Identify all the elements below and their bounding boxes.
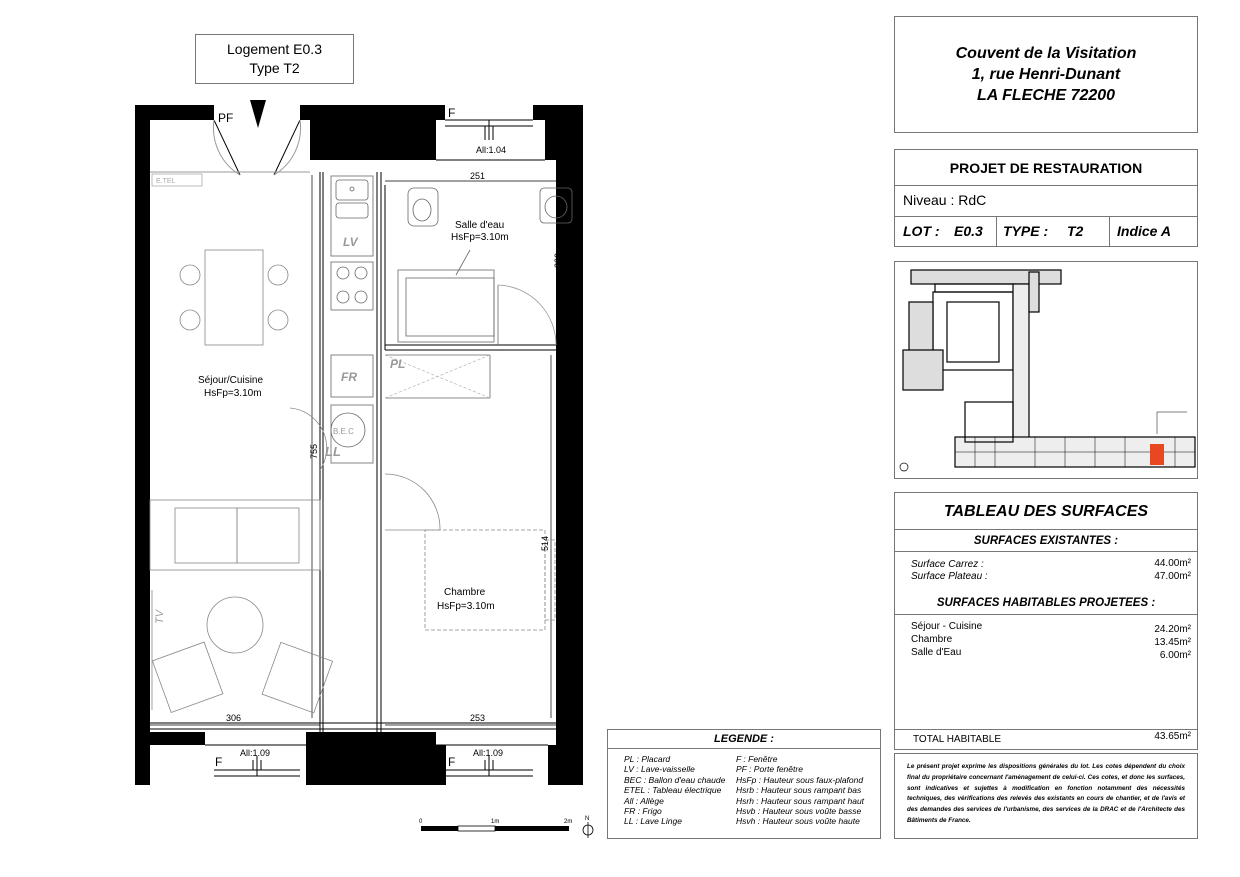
existantes-label-0: Surface Carrez : xyxy=(911,559,984,570)
sejour-height: HsFp=3.10m xyxy=(204,388,262,399)
address-line2: 1, rue Henri-Dunant xyxy=(971,66,1121,83)
entry-arrow-icon xyxy=(250,100,266,128)
ll-label: LL xyxy=(325,444,341,459)
address-box xyxy=(894,16,1198,133)
scale-one: 1m xyxy=(491,819,500,825)
dim-306: 306 xyxy=(226,713,242,723)
lv-label: LV xyxy=(343,235,358,249)
habitables-label-1: Chambre xyxy=(911,634,953,645)
chambre-name: Chambre xyxy=(444,587,486,598)
chambre-height: HsFp=3.10m xyxy=(437,601,495,612)
scale-bar xyxy=(419,816,593,838)
project-niveau: Niveau : RdC xyxy=(903,192,987,208)
project-indice: Indice A xyxy=(1117,223,1171,239)
salle-eau-height: HsFp=3.10m xyxy=(451,232,509,243)
dim-514: 514 xyxy=(540,535,550,551)
surfaces-title: TABLEAU DES SURFACES xyxy=(943,503,1149,520)
legend-title: LEGENDE : xyxy=(714,733,774,745)
legend-item: Hsvb : Hauteur sous voûte basse xyxy=(736,806,862,817)
scale-two: 2m xyxy=(564,819,573,825)
window-label-f-bottom-left: F xyxy=(215,755,223,769)
legend-item: PL : Placard xyxy=(624,754,671,764)
allege-bottom-right: All:1.09 xyxy=(473,748,504,758)
legend-item: Hsrh : Hauteur sous rampant haut xyxy=(736,795,865,806)
bec-label: B.E.C xyxy=(333,427,354,436)
habitables-label-0: Séjour - Cuisine xyxy=(911,621,983,632)
lot-label-line1: Logement E0.3 xyxy=(227,41,322,57)
tv-label: TV xyxy=(154,609,166,624)
legend-item: LL : Lave Linge xyxy=(624,816,682,827)
outer-walls xyxy=(135,105,583,785)
habitables-label-2: Salle d'Eau xyxy=(911,647,962,658)
habitables-value-1: 13.45m² xyxy=(1154,637,1191,648)
project-box xyxy=(894,149,1198,247)
north-label: N xyxy=(585,816,590,822)
window-label-f-bottom-right: F xyxy=(448,755,456,769)
french-door xyxy=(150,120,310,175)
legend-item: LV : Lave-vaisselle xyxy=(624,764,695,775)
dim-251: 251 xyxy=(470,171,486,181)
dim-253: 253 xyxy=(470,713,486,723)
legend-item: All : Allège xyxy=(624,795,664,806)
lot-highlight xyxy=(1150,444,1164,465)
disclaimer-box xyxy=(894,753,1198,839)
existantes-value-1: 47.00m² xyxy=(1154,571,1191,582)
dim-230: 230 xyxy=(553,252,563,268)
legend-item: Hsvh : Hauteur sous voûte haute xyxy=(736,816,860,827)
window-label-f-top: F xyxy=(448,106,456,120)
site-plan-drawing xyxy=(895,262,1197,478)
address-line3: LA FLECHE 72200 xyxy=(976,87,1116,104)
existantes-title: SURFACES EXISTANTES : xyxy=(973,535,1119,547)
legend-item: ETEL : Tableau électrique xyxy=(624,785,722,796)
kitchen-units xyxy=(331,176,373,463)
allege-bottom-left: All:1.09 xyxy=(240,748,271,758)
lot-label-line2: Type T2 xyxy=(249,60,300,76)
legend-item: Hsrb : Hauteur sous rampant bas xyxy=(736,785,862,796)
existantes-value-0: 44.00m² xyxy=(1154,558,1191,569)
habitables-title: SURFACES HABITABLES PROJETEES : xyxy=(936,597,1156,609)
legend-item: PF : Porte fenêtre xyxy=(736,764,803,775)
legend-left-column xyxy=(624,754,725,827)
etel-label: E.TEL xyxy=(156,178,176,185)
sejour-name: Séjour/Cuisine xyxy=(198,375,264,386)
allege-top: All:1.04 xyxy=(476,145,507,155)
project-lot-label: LOT : xyxy=(903,223,940,239)
existantes-label-1: Surface Plateau : xyxy=(911,571,988,582)
fr-label: FR xyxy=(341,370,357,384)
legend-right-column xyxy=(736,754,864,827)
lot-label-box xyxy=(195,34,354,84)
legend-box xyxy=(607,729,881,839)
project-type-label: TYPE : xyxy=(1003,223,1049,239)
dim-755: 755 xyxy=(309,443,319,459)
legend-item: HsFp : Hauteur sous faux-plafond xyxy=(736,774,864,785)
project-type-value: T2 xyxy=(1067,223,1084,239)
living-furniture xyxy=(150,500,333,713)
project-lot-value: E0.3 xyxy=(954,223,983,239)
habitables-value-0: 24.20m² xyxy=(1154,624,1191,635)
site-compass-icon xyxy=(900,463,908,471)
address-line1: Couvent de la Visitation xyxy=(955,45,1137,62)
bedroom-furniture xyxy=(290,408,555,630)
legend-item: F : Fenêtre xyxy=(736,754,778,764)
project-title: PROJET DE RESTAURATION xyxy=(949,160,1143,176)
door-label-pf: PF xyxy=(218,111,234,125)
legend-item: FR : Frigo xyxy=(624,806,662,817)
surfaces-table xyxy=(894,492,1198,750)
pl-label: PL xyxy=(390,357,406,371)
salle-eau-name: Salle d'eau xyxy=(455,220,505,231)
site-key-plan xyxy=(894,261,1198,479)
disclaimer-text: Le présent projet exprime les dispositions générales du lot. Les cotes dépendent du choix final du propriétaire concernant l'aménagement de celui-ci. Ces cotes, et donc les surfaces, sont indicatives et sujettes à modification en fonction notamment des nécessités techniques, des vérifications des relevés des existants en cours de chantier, et de l'avis et des demandes des services de l'urbanisme, des services de la DRAC et de l'Architecte des Bâtiments de France. xyxy=(907,763,1185,824)
habitables-value-2: 6.00m² xyxy=(1159,650,1191,661)
dining-set xyxy=(180,250,288,345)
legend-item: BEC : Ballon d'eau chaude xyxy=(624,774,726,785)
scale-zero: 0 xyxy=(419,819,423,825)
total-label: TOTAL HABITABLE xyxy=(913,734,1001,745)
dimension-lines xyxy=(150,175,575,725)
total-value: 43.65m² xyxy=(1154,731,1191,742)
